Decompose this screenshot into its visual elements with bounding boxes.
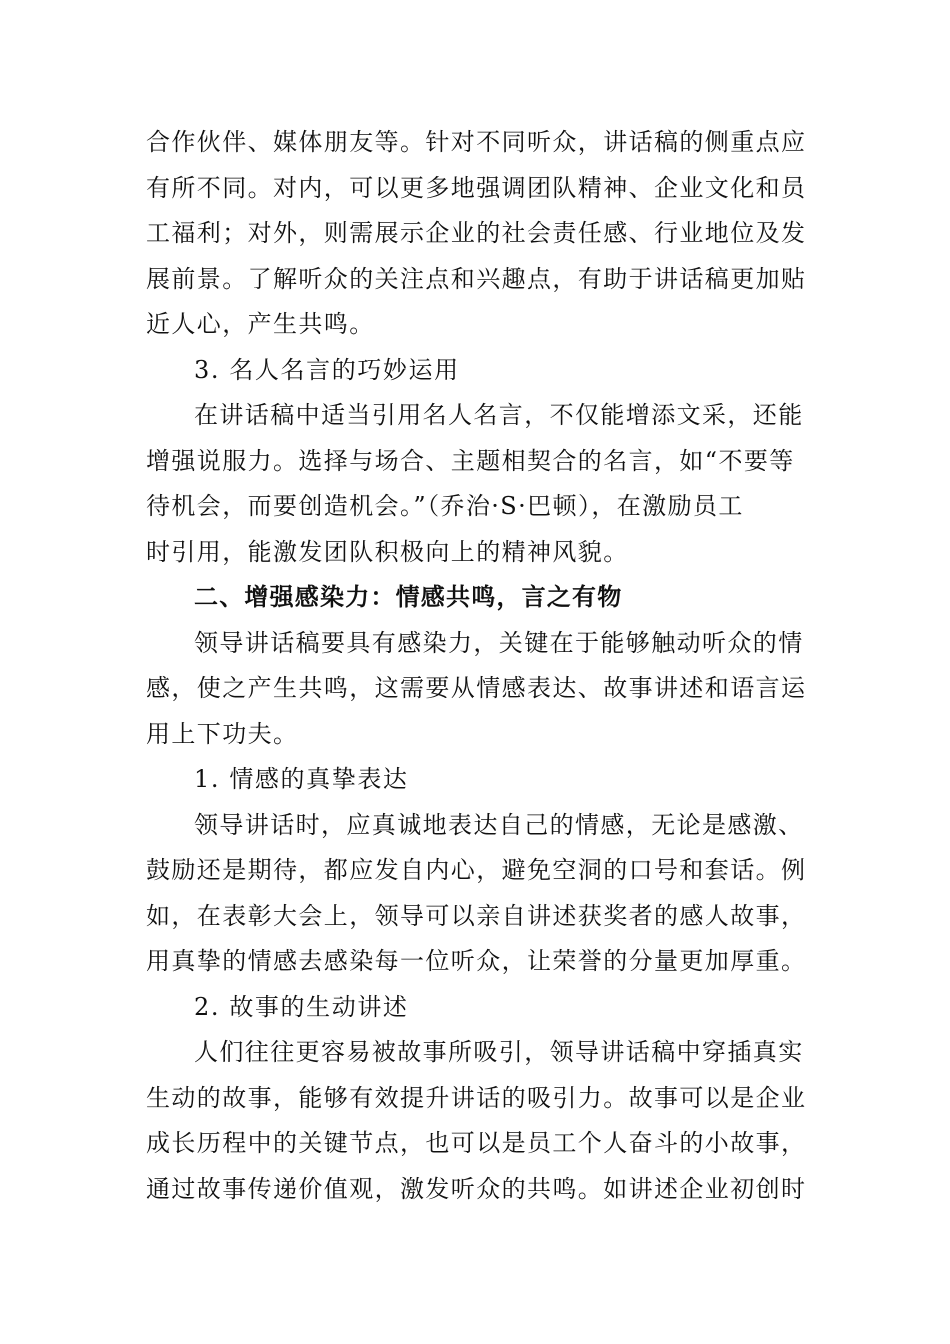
text-line: 成长历程中的关键节点，也可以是员工个人奋斗的小故事，: [146, 1129, 807, 1157]
subheading-emotion: 1. 情感的真挚表达: [194, 765, 409, 793]
text-line: 有所不同。对内，可以更多地强调团队精神、企业文化和员: [146, 173, 807, 202]
paragraph-quotes: [146, 393, 808, 575]
paragraph-appeal-intro: [146, 621, 808, 758]
document-page: [146, 120, 808, 1212]
text-line: 生动的故事，能够有效提升讲话的吸引力。故事可以是企业: [146, 1083, 807, 1112]
text-line-first: 领导讲话时，应真诚地表达自己的情感，无论是感激、: [194, 810, 804, 839]
text-line: 通过故事传递价值观，激发听众的共鸣。如讲述企业初创时: [146, 1174, 807, 1203]
text-line-first: 人们往往更容易被故事所吸引，领导讲话稿中穿插真实: [194, 1038, 804, 1066]
text-line: 鼓励还是期待，都应发自内心，避免空洞的口号和套话。例: [146, 856, 807, 884]
text-line: 工福利；对外，则需展示企业的社会责任感、行业地位及发: [146, 219, 807, 247]
paragraph-audience-focus: [146, 120, 808, 348]
text-line: 时引用，能激发团队积极向上的精神风貌。: [146, 537, 629, 566]
text-line-first: 在讲话稿中适当引用名人名言，不仅能增添文采，还能: [194, 401, 804, 429]
text-line: 感，使之产生共鸣，这需要从情感表达、故事讲述和语言运: [146, 674, 807, 702]
text-line: 如，在表彰大会上，领导可以亲自讲述获奖者的感人故事，: [146, 901, 807, 930]
text-line: 合作伙伴、媒体朋友等。针对不同听众，讲话稿的侧重点应: [146, 128, 807, 156]
text-line: 增强说服力。选择与场合、主题相契合的名言，如“不要等: [146, 446, 795, 475]
subheading-quotes: 3. 名人名言的巧妙运用: [194, 355, 460, 384]
text-line-first: 领导讲话稿要具有感染力，关键在于能够触动听众的情: [194, 628, 804, 657]
text-line: 用上下功夫。: [146, 719, 299, 748]
section-heading-appeal: 二、增强感染力：情感共鸣，言之有物: [194, 583, 623, 611]
text-line: 用真挚的情感去感染每一位听众，让荣誉的分量更加厚重。: [146, 947, 807, 975]
text-line: 近人心，产生共鸣。: [146, 310, 375, 338]
text-line: 待机会，而要创造机会。”（乔治·S·巴顿），在激励员工: [146, 492, 744, 520]
paragraph-story: [146, 1030, 808, 1212]
text-line: 展前景。了解听众的关注点和兴趣点，有助于讲话稿更加贴: [146, 264, 807, 293]
paragraph-emotion: [146, 803, 808, 985]
subheading-story: 2. 故事的生动讲述: [194, 992, 409, 1021]
